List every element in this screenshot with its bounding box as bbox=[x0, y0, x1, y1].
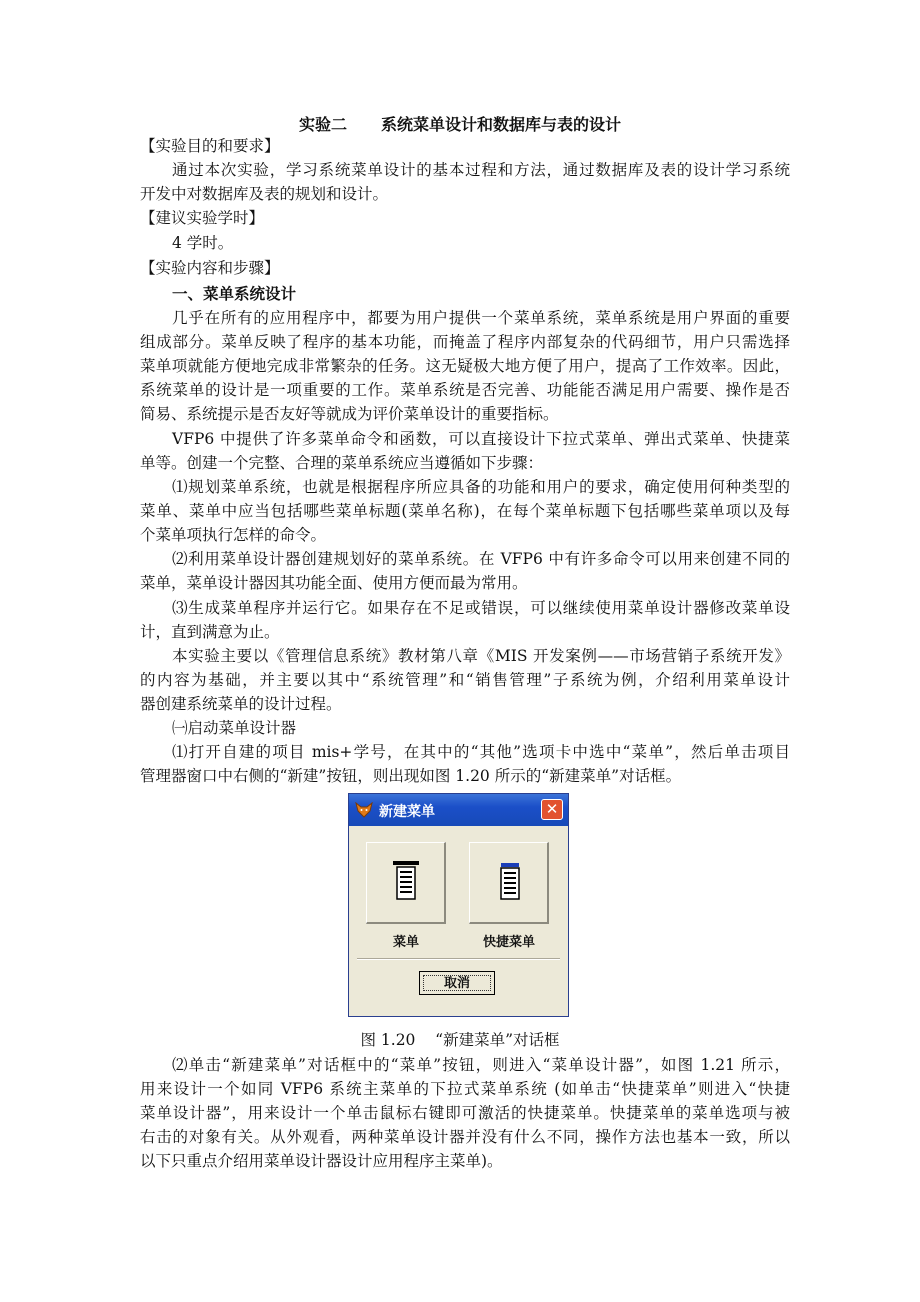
paragraph-line: 用来设计一个如同 VFP6 系统主菜单的下拉式菜单系统 (如单击“快捷菜单”则进入“快捷 bbox=[140, 1080, 790, 1098]
caption-number: 图 1.20 bbox=[360, 1031, 416, 1049]
dialog-divider bbox=[357, 958, 560, 960]
paragraph-line: ⑴规划菜单系统，也就是根据程序所应具备的功能和用户的要求，确定使用何种类型的 bbox=[172, 478, 790, 496]
paragraph-line: VFP6 中提供了许多菜单命令和函数，可以直接设计下拉式菜单、弹出式菜单、快捷菜 bbox=[172, 430, 790, 448]
paragraph-line: ⑶生成菜单程序并运行它。如果存在不足或错误，可以继续使用菜单设计器修改菜单设 bbox=[172, 599, 790, 617]
paragraph-line: 简易、系统提示是否友好等就成为评价菜单设计的重要指标。 bbox=[140, 405, 559, 423]
shortcut-menu-button[interactable] bbox=[469, 842, 549, 924]
close-icon: ✕ bbox=[545, 800, 559, 818]
paragraph-line: 菜单，菜单设计器因其功能全面、使用方便而最为常用。 bbox=[140, 574, 528, 592]
menu-icon bbox=[393, 861, 419, 901]
page-title bbox=[0, 112, 920, 135]
paragraph-line: 以下只重点介绍用菜单设计器设计应用程序主菜单)。 bbox=[140, 1152, 503, 1170]
cancel-button[interactable] bbox=[419, 971, 495, 995]
paragraph-line: 本实验主要以《管理信息系统》教材第八章《MIS 开发案例——市场营销子系统开发》 bbox=[172, 647, 790, 665]
caption-text: “新建菜单”对话框 bbox=[435, 1031, 560, 1049]
subsection-heading: 一、菜单系统设计 bbox=[172, 285, 297, 303]
paragraph-line: 菜单项就能方便地完成非常繁杂的任务。这无疑极大地方便了用户，提高了工作效率。因此， bbox=[140, 357, 790, 375]
shortcut-menu-icon bbox=[500, 863, 520, 901]
paragraph-line: ⑴打开自建的项目 mis+学号，在其中的“其他”选项卡中选中“菜单”，然后单击项目 bbox=[172, 743, 790, 761]
paragraph-line: 计，直到满意为止。 bbox=[140, 623, 280, 641]
paragraph-line: 4 学时。 bbox=[172, 234, 234, 252]
paragraph-line: 右击的对象有关。从外观看，两种菜单设计器并没有什么不同，操作方法也基本一致，所以 bbox=[140, 1128, 790, 1146]
figure-caption bbox=[0, 1028, 920, 1050]
paragraph-line: ㈠启动菜单设计器 bbox=[172, 719, 297, 737]
paragraph-line: 菜单、菜单中应当包括哪些菜单标题(菜单名称)，在每个菜单标题下包括哪些菜单项以及每 bbox=[140, 502, 790, 520]
paragraph-line: 单等。创建一个完整、合理的菜单系统应当遵循如下步骤： bbox=[140, 454, 544, 472]
paragraph-line: 管理器窗口中右侧的“新建”按钮，则出现如图 1.20 所示的“新建菜单”对话框。 bbox=[140, 767, 682, 785]
paragraph-line: ⑵单击“新建菜单”对话框中的“菜单”按钮，则进入“菜单设计器”，如图 1.21 所示， bbox=[172, 1056, 790, 1074]
paragraph-line: 通过本次实验，学习系统菜单设计的基本过程和方法，通过数据库及表的设计学习系统 bbox=[172, 161, 790, 179]
section-heading-hours: 【建议实验学时】 bbox=[140, 209, 265, 227]
paragraph-line: 系统菜单的设计是一项重要的工作。菜单系统是否完善、功能能否满足用户需要、操作是否 bbox=[140, 381, 790, 399]
paragraph-line: 几乎在所有的应用程序中，都要为用户提供一个菜单系统，菜单系统是用户界面的重要 bbox=[172, 309, 790, 327]
title-part-a: 实验二 bbox=[298, 115, 347, 134]
paragraph-line: 的内容为基础，并主要以其中“系统管理”和“销售管理”子系统为例，介绍利用菜单设计 bbox=[140, 671, 790, 689]
shortcut-menu-button-label: 快捷菜单 bbox=[482, 935, 535, 950]
dialog-titlebar[interactable] bbox=[349, 794, 568, 826]
menu-button-label: 菜单 bbox=[392, 935, 419, 950]
fox-icon bbox=[355, 802, 373, 818]
cancel-button-label: 取消 bbox=[423, 975, 491, 991]
paragraph-line: 组成部分。菜单反映了程序的基本功能，而掩盖了程序内部复杂的代码细节，用户只需选择 bbox=[140, 333, 790, 351]
menu-button[interactable] bbox=[366, 842, 446, 924]
new-menu-dialog bbox=[348, 793, 569, 1017]
paragraph-line: ⑵利用菜单设计器创建规划好的菜单系统。在 VFP6 中有许多命令可以用来创建不同的 bbox=[172, 550, 790, 568]
close-button[interactable] bbox=[541, 799, 563, 820]
section-heading-purpose: 【实验目的和要求】 bbox=[140, 137, 280, 155]
dialog-title: 新建菜单 bbox=[379, 804, 435, 820]
paragraph-line: 器创建系统菜单的设计过程。 bbox=[140, 695, 342, 713]
paragraph-line: 菜单设计器”，用来设计一个单击鼠标右键即可激活的快捷菜单。快捷菜单的菜单选项与被 bbox=[140, 1104, 790, 1122]
paragraph-line: 开发中对数据库及表的规划和设计。 bbox=[140, 185, 389, 203]
title-part-b: 系统菜单设计和数据库与表的设计 bbox=[381, 115, 622, 134]
paragraph-line: 个菜单项执行怎样的命令。 bbox=[140, 526, 327, 544]
section-heading-content: 【实验内容和步骤】 bbox=[140, 259, 280, 277]
